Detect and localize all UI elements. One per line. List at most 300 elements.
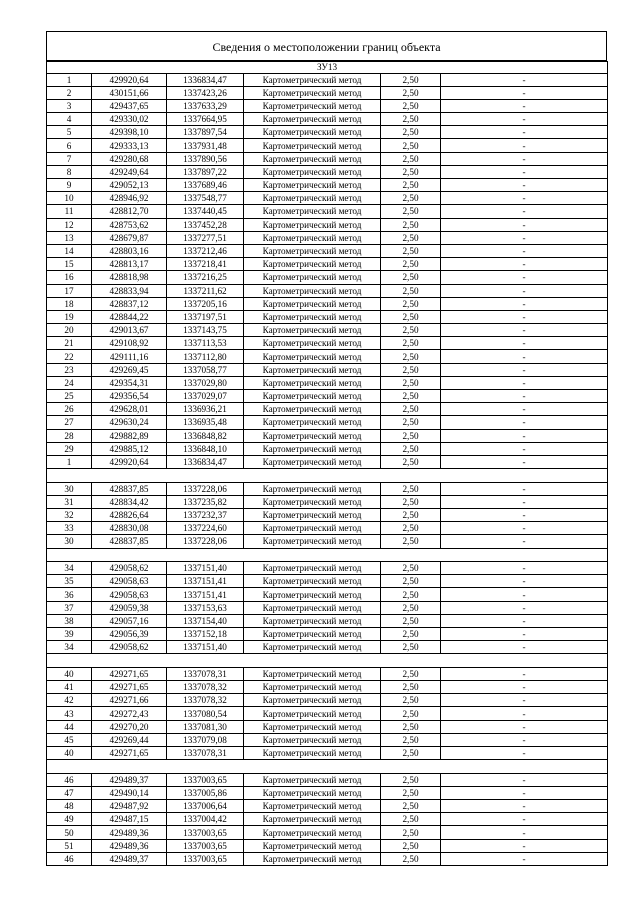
precision-cell: 2,50	[381, 350, 441, 363]
description-cell: -	[441, 99, 608, 112]
x-coordinate-cell: 428837,85	[92, 535, 167, 548]
description-cell: -	[441, 720, 608, 733]
method-cell: Картометрический метод	[244, 575, 381, 588]
method-cell: Картометрический метод	[244, 826, 381, 839]
y-coordinate-cell: 1337080,54	[167, 707, 244, 720]
point-number-cell: 45	[47, 733, 92, 746]
x-coordinate-cell: 429271,66	[92, 694, 167, 707]
point-number-cell: 19	[47, 310, 92, 323]
description-cell: -	[441, 694, 608, 707]
contour-separator-row	[47, 469, 608, 483]
method-cell: Картометрический метод	[244, 681, 381, 694]
point-number-cell: 20	[47, 324, 92, 337]
table-row	[47, 297, 608, 310]
table-row	[47, 350, 608, 363]
x-coordinate-cell: 429398,10	[92, 126, 167, 139]
method-cell: Картометрический метод	[244, 786, 381, 799]
point-number-cell: 7	[47, 152, 92, 165]
y-coordinate-cell: 1337232,37	[167, 509, 244, 522]
y-coordinate-cell: 1337154,40	[167, 614, 244, 627]
x-coordinate-cell: 429330,02	[92, 113, 167, 126]
point-number-cell: 35	[47, 575, 92, 588]
point-number-cell: 15	[47, 258, 92, 271]
precision-cell: 2,50	[381, 297, 441, 310]
method-cell: Картометрический метод	[244, 152, 381, 165]
x-coordinate-cell: 429280,68	[92, 152, 167, 165]
table-row	[47, 231, 608, 244]
point-number-cell: 30	[47, 482, 92, 495]
precision-cell: 2,50	[381, 628, 441, 641]
point-number-cell: 34	[47, 562, 92, 575]
point-number-cell: 44	[47, 720, 92, 733]
precision-cell: 2,50	[381, 641, 441, 654]
y-coordinate-cell: 1337143,75	[167, 324, 244, 337]
description-cell: -	[441, 601, 608, 614]
precision-cell: 2,50	[381, 813, 441, 826]
point-number-cell: 40	[47, 747, 92, 760]
x-coordinate-cell: 428753,62	[92, 218, 167, 231]
point-number-cell: 51	[47, 839, 92, 852]
x-coordinate-cell: 428946,92	[92, 192, 167, 205]
description-cell: -	[441, 416, 608, 429]
y-coordinate-cell: 1337151,41	[167, 588, 244, 601]
description-cell: -	[441, 205, 608, 218]
precision-cell: 2,50	[381, 139, 441, 152]
x-coordinate-cell: 428837,85	[92, 482, 167, 495]
table-row	[47, 113, 608, 126]
x-coordinate-cell: 429487,15	[92, 813, 167, 826]
x-coordinate-cell: 429269,44	[92, 733, 167, 746]
table-row	[47, 628, 608, 641]
description-cell: -	[441, 231, 608, 244]
x-coordinate-cell: 428826,64	[92, 509, 167, 522]
precision-cell: 2,50	[381, 218, 441, 231]
separator-cell	[47, 548, 608, 562]
precision-cell: 2,50	[381, 152, 441, 165]
method-cell: Картометрический метод	[244, 522, 381, 535]
x-coordinate-cell: 429058,62	[92, 641, 167, 654]
table-row	[47, 720, 608, 733]
precision-cell: 2,50	[381, 455, 441, 468]
point-number-cell: 48	[47, 800, 92, 813]
point-number-cell: 49	[47, 813, 92, 826]
table-row	[47, 588, 608, 601]
point-number-cell: 26	[47, 403, 92, 416]
table-row	[47, 324, 608, 337]
point-number-cell: 29	[47, 442, 92, 455]
x-coordinate-cell: 428812,70	[92, 205, 167, 218]
method-cell: Картометрический метод	[244, 509, 381, 522]
table-row	[47, 601, 608, 614]
precision-cell: 2,50	[381, 258, 441, 271]
method-cell: Картометрический метод	[244, 271, 381, 284]
method-cell: Картометрический метод	[244, 614, 381, 627]
precision-cell: 2,50	[381, 786, 441, 799]
description-cell: -	[441, 86, 608, 99]
point-number-cell: 27	[47, 416, 92, 429]
description-cell: -	[441, 747, 608, 760]
document-sheet	[46, 31, 607, 866]
y-coordinate-cell: 1337004,42	[167, 813, 244, 826]
table-row	[47, 773, 608, 786]
table-row	[47, 416, 608, 429]
table-row	[47, 707, 608, 720]
description-cell: -	[441, 641, 608, 654]
y-coordinate-cell: 1337003,65	[167, 852, 244, 865]
method-cell: Картометрический метод	[244, 218, 381, 231]
precision-cell: 2,50	[381, 324, 441, 337]
table-row	[47, 390, 608, 403]
point-number-cell: 17	[47, 284, 92, 297]
x-coordinate-cell: 429885,12	[92, 442, 167, 455]
y-coordinate-cell: 1336834,47	[167, 73, 244, 86]
method-cell: Картометрический метод	[244, 562, 381, 575]
x-coordinate-cell: 430151,66	[92, 86, 167, 99]
precision-cell: 2,50	[381, 390, 441, 403]
x-coordinate-cell: 429333,13	[92, 139, 167, 152]
y-coordinate-cell: 1337277,51	[167, 231, 244, 244]
table-row	[47, 522, 608, 535]
description-cell: -	[441, 614, 608, 627]
contour-separator-row	[47, 760, 608, 774]
method-cell: Картометрический метод	[244, 813, 381, 826]
x-coordinate-cell: 429489,36	[92, 826, 167, 839]
x-coordinate-cell: 428834,42	[92, 495, 167, 508]
separator-cell	[47, 760, 608, 774]
y-coordinate-cell: 1336834,47	[167, 455, 244, 468]
table-row	[47, 165, 608, 178]
table-row	[47, 403, 608, 416]
method-cell: Картометрический метод	[244, 852, 381, 865]
description-cell: -	[441, 152, 608, 165]
x-coordinate-cell: 428679,87	[92, 231, 167, 244]
table-row	[47, 641, 608, 654]
zone-label: ЗУ13	[47, 62, 608, 74]
y-coordinate-cell: 1337005,86	[167, 786, 244, 799]
description-cell: -	[441, 455, 608, 468]
y-coordinate-cell: 1336936,21	[167, 403, 244, 416]
x-coordinate-cell: 429882,89	[92, 429, 167, 442]
description-cell: -	[441, 839, 608, 852]
point-number-cell: 46	[47, 852, 92, 865]
point-number-cell: 18	[47, 297, 92, 310]
point-number-cell: 46	[47, 773, 92, 786]
x-coordinate-cell: 429490,14	[92, 786, 167, 799]
x-coordinate-cell: 429628,01	[92, 403, 167, 416]
point-number-cell: 23	[47, 363, 92, 376]
point-number-cell: 50	[47, 826, 92, 839]
table-row	[47, 376, 608, 389]
method-cell: Картометрический метод	[244, 126, 381, 139]
y-coordinate-cell: 1337029,07	[167, 390, 244, 403]
y-coordinate-cell: 1336848,82	[167, 429, 244, 442]
point-number-cell: 42	[47, 694, 92, 707]
method-cell: Картометрический метод	[244, 350, 381, 363]
description-cell: -	[441, 139, 608, 152]
precision-cell: 2,50	[381, 575, 441, 588]
precision-cell: 2,50	[381, 773, 441, 786]
method-cell: Картометрический метод	[244, 535, 381, 548]
separator-cell	[47, 654, 608, 668]
method-cell: Картометрический метод	[244, 720, 381, 733]
description-cell: -	[441, 628, 608, 641]
precision-cell: 2,50	[381, 113, 441, 126]
description-cell: -	[441, 113, 608, 126]
x-coordinate-cell: 429249,64	[92, 165, 167, 178]
x-coordinate-cell: 428844,22	[92, 310, 167, 323]
description-cell: -	[441, 363, 608, 376]
x-coordinate-cell: 428803,16	[92, 244, 167, 257]
precision-cell: 2,50	[381, 416, 441, 429]
y-coordinate-cell: 1337078,32	[167, 694, 244, 707]
table-row	[47, 363, 608, 376]
x-coordinate-cell: 429270,20	[92, 720, 167, 733]
y-coordinate-cell: 1337235,82	[167, 495, 244, 508]
precision-cell: 2,50	[381, 86, 441, 99]
point-number-cell: 3	[47, 99, 92, 112]
precision-cell: 2,50	[381, 601, 441, 614]
description-cell: -	[441, 522, 608, 535]
table-row	[47, 482, 608, 495]
point-number-cell: 32	[47, 509, 92, 522]
x-coordinate-cell: 429487,92	[92, 800, 167, 813]
y-coordinate-cell: 1337006,64	[167, 800, 244, 813]
point-number-cell: 36	[47, 588, 92, 601]
point-number-cell: 37	[47, 601, 92, 614]
description-cell: -	[441, 495, 608, 508]
table-row	[47, 179, 608, 192]
table-row	[47, 800, 608, 813]
point-number-cell: 39	[47, 628, 92, 641]
description-cell: -	[441, 562, 608, 575]
point-number-cell: 28	[47, 429, 92, 442]
precision-cell: 2,50	[381, 681, 441, 694]
precision-cell: 2,50	[381, 720, 441, 733]
y-coordinate-cell: 1336935,48	[167, 416, 244, 429]
point-number-cell: 1	[47, 73, 92, 86]
point-number-cell: 12	[47, 218, 92, 231]
x-coordinate-cell: 429111,16	[92, 350, 167, 363]
point-number-cell: 11	[47, 205, 92, 218]
precision-cell: 2,50	[381, 495, 441, 508]
point-number-cell: 16	[47, 271, 92, 284]
x-coordinate-cell: 429630,24	[92, 416, 167, 429]
method-cell: Картометрический метод	[244, 601, 381, 614]
y-coordinate-cell: 1337151,40	[167, 641, 244, 654]
x-coordinate-cell: 429013,67	[92, 324, 167, 337]
method-cell: Картометрический метод	[244, 495, 381, 508]
table-row	[47, 73, 608, 86]
description-cell: -	[441, 350, 608, 363]
y-coordinate-cell: 1337440,45	[167, 205, 244, 218]
y-coordinate-cell: 1337153,63	[167, 601, 244, 614]
description-cell: -	[441, 786, 608, 799]
contour-separator-row	[47, 654, 608, 668]
table-row	[47, 747, 608, 760]
precision-cell: 2,50	[381, 205, 441, 218]
x-coordinate-cell: 429271,65	[92, 681, 167, 694]
x-coordinate-cell: 429920,64	[92, 73, 167, 86]
table-row	[47, 786, 608, 799]
x-coordinate-cell: 429058,62	[92, 562, 167, 575]
precision-cell: 2,50	[381, 337, 441, 350]
description-cell: -	[441, 244, 608, 257]
precision-cell: 2,50	[381, 839, 441, 852]
precision-cell: 2,50	[381, 509, 441, 522]
y-coordinate-cell: 1337689,46	[167, 179, 244, 192]
precision-cell: 2,50	[381, 179, 441, 192]
y-coordinate-cell: 1337078,32	[167, 681, 244, 694]
point-number-cell: 8	[47, 165, 92, 178]
table-row	[47, 258, 608, 271]
precision-cell: 2,50	[381, 165, 441, 178]
x-coordinate-cell: 429489,37	[92, 852, 167, 865]
description-cell: -	[441, 390, 608, 403]
precision-cell: 2,50	[381, 376, 441, 389]
precision-cell: 2,50	[381, 733, 441, 746]
table-row	[47, 99, 608, 112]
y-coordinate-cell: 1337548,77	[167, 192, 244, 205]
method-cell: Картометрический метод	[244, 667, 381, 680]
point-number-cell: 34	[47, 641, 92, 654]
description-cell: -	[441, 826, 608, 839]
point-number-cell: 30	[47, 535, 92, 548]
point-number-cell: 6	[47, 139, 92, 152]
description-cell: -	[441, 218, 608, 231]
table-row	[47, 455, 608, 468]
separator-cell	[47, 469, 608, 483]
precision-cell: 2,50	[381, 99, 441, 112]
point-number-cell: 33	[47, 522, 92, 535]
method-cell: Картометрический метод	[244, 839, 381, 852]
method-cell: Картометрический метод	[244, 482, 381, 495]
method-cell: Картометрический метод	[244, 694, 381, 707]
table-row	[47, 192, 608, 205]
description-cell: -	[441, 376, 608, 389]
point-number-cell: 2	[47, 86, 92, 99]
table-row	[47, 733, 608, 746]
table-row	[47, 310, 608, 323]
table-row	[47, 205, 608, 218]
y-coordinate-cell: 1337078,31	[167, 747, 244, 760]
x-coordinate-cell: 429052,13	[92, 179, 167, 192]
precision-cell: 2,50	[381, 588, 441, 601]
x-coordinate-cell: 429489,36	[92, 839, 167, 852]
y-coordinate-cell: 1337228,06	[167, 535, 244, 548]
point-number-cell: 41	[47, 681, 92, 694]
y-coordinate-cell: 1337664,95	[167, 113, 244, 126]
method-cell: Картометрический метод	[244, 205, 381, 218]
method-cell: Картометрический метод	[244, 139, 381, 152]
description-cell: -	[441, 337, 608, 350]
y-coordinate-cell: 1337029,80	[167, 376, 244, 389]
y-coordinate-cell: 1337112,80	[167, 350, 244, 363]
precision-cell: 2,50	[381, 284, 441, 297]
method-cell: Картометрический метод	[244, 284, 381, 297]
description-cell: -	[441, 403, 608, 416]
method-cell: Картометрический метод	[244, 390, 381, 403]
y-coordinate-cell: 1337079,08	[167, 733, 244, 746]
x-coordinate-cell: 429272,43	[92, 707, 167, 720]
x-coordinate-cell: 429437,65	[92, 99, 167, 112]
method-cell: Картометрический метод	[244, 86, 381, 99]
method-cell: Картометрический метод	[244, 231, 381, 244]
x-coordinate-cell: 428818,98	[92, 271, 167, 284]
method-cell: Картометрический метод	[244, 733, 381, 746]
x-coordinate-cell: 429269,45	[92, 363, 167, 376]
point-number-cell: 1	[47, 455, 92, 468]
y-coordinate-cell: 1337212,46	[167, 244, 244, 257]
point-number-cell: 21	[47, 337, 92, 350]
description-cell: -	[441, 324, 608, 337]
y-coordinate-cell: 1337931,48	[167, 139, 244, 152]
point-number-cell: 5	[47, 126, 92, 139]
y-coordinate-cell: 1337003,65	[167, 826, 244, 839]
method-cell: Картометрический метод	[244, 363, 381, 376]
method-cell: Картометрический метод	[244, 429, 381, 442]
description-cell: -	[441, 179, 608, 192]
x-coordinate-cell: 429056,39	[92, 628, 167, 641]
description-cell: -	[441, 271, 608, 284]
precision-cell: 2,50	[381, 429, 441, 442]
y-coordinate-cell: 1337078,31	[167, 667, 244, 680]
point-number-cell: 40	[47, 667, 92, 680]
y-coordinate-cell: 1337197,51	[167, 310, 244, 323]
point-number-cell: 25	[47, 390, 92, 403]
precision-cell: 2,50	[381, 522, 441, 535]
table-row	[47, 681, 608, 694]
y-coordinate-cell: 1337003,65	[167, 773, 244, 786]
method-cell: Картометрический метод	[244, 324, 381, 337]
table-row	[47, 244, 608, 257]
method-cell: Картометрический метод	[244, 244, 381, 257]
point-number-cell: 24	[47, 376, 92, 389]
method-cell: Картометрический метод	[244, 641, 381, 654]
method-cell: Картометрический метод	[244, 192, 381, 205]
point-number-cell: 13	[47, 231, 92, 244]
y-coordinate-cell: 1337113,53	[167, 337, 244, 350]
description-cell: -	[441, 852, 608, 865]
y-coordinate-cell: 1337003,65	[167, 839, 244, 852]
table-row	[47, 429, 608, 442]
table-row	[47, 839, 608, 852]
y-coordinate-cell: 1337081,30	[167, 720, 244, 733]
description-cell: -	[441, 310, 608, 323]
point-number-cell: 31	[47, 495, 92, 508]
method-cell: Картометрический метод	[244, 179, 381, 192]
table-row	[47, 667, 608, 680]
point-number-cell: 22	[47, 350, 92, 363]
description-cell: -	[441, 192, 608, 205]
precision-cell: 2,50	[381, 231, 441, 244]
zone-header-row	[47, 62, 608, 74]
table-row	[47, 495, 608, 508]
y-coordinate-cell: 1337228,06	[167, 482, 244, 495]
table-row	[47, 442, 608, 455]
method-cell: Картометрический метод	[244, 113, 381, 126]
x-coordinate-cell: 429057,16	[92, 614, 167, 627]
description-cell: -	[441, 165, 608, 178]
y-coordinate-cell: 1337897,22	[167, 165, 244, 178]
method-cell: Картометрический метод	[244, 99, 381, 112]
method-cell: Картометрический метод	[244, 588, 381, 601]
method-cell: Картометрический метод	[244, 165, 381, 178]
description-cell: -	[441, 667, 608, 680]
point-number-cell: 9	[47, 179, 92, 192]
precision-cell: 2,50	[381, 73, 441, 86]
x-coordinate-cell: 429059,38	[92, 601, 167, 614]
description-cell: -	[441, 442, 608, 455]
